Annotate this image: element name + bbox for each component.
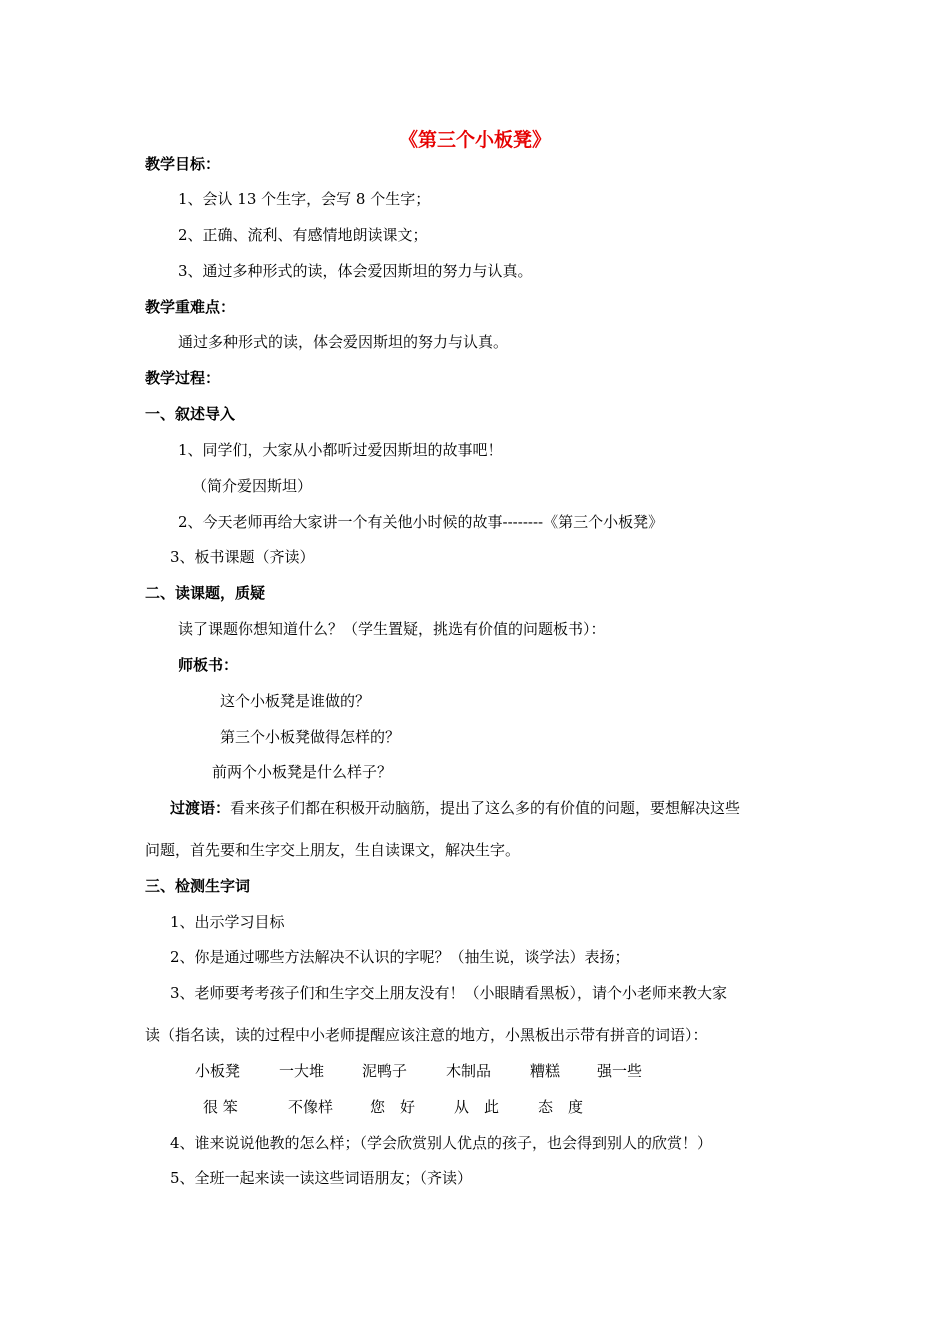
section3-item-3-line-1: 3、老师要考考孩子们和生字交上朋友没有！（小眼睛看黑板），请个小老师来教大家: [170, 984, 728, 1002]
section3-item-4: 4、谁来说说他教的怎么样；（学会欣赏别人优点的孩子，也会得到别人的欣赏！）: [170, 1134, 713, 1152]
section3-item-3-line-2: 读（指名读，读的过程中小老师提醒应该注意的地方，小黑板出示带有拼音的词语）：: [145, 1026, 708, 1044]
section1-item-1: 1、同学们，大家从小都听过爱因斯坦的故事吧！: [178, 441, 503, 459]
keypoints-text: 通过多种形式的读，体会爱因斯坦的努力与认真。: [178, 333, 509, 351]
board-item-1: 这个小板凳是谁做的？: [220, 692, 371, 710]
objective-item-3: 3、通过多种形式的读，体会爱因斯坦的努力与认真。: [178, 262, 533, 280]
transition-paragraph: [170, 798, 740, 818]
document-title: 《第三个小板凳》: [398, 129, 551, 151]
transition-line-2: 问题，首先要和生字交上朋友，生自读课文，解决生字。: [145, 841, 521, 859]
section1-heading: 一、叙述导入: [145, 405, 236, 423]
word-row-2-w1: 很 笨: [203, 1098, 238, 1116]
transition-label: 过渡语：: [170, 799, 231, 817]
word-row-2-w2: 不像样: [288, 1098, 334, 1116]
section2-question: 读了课题你想知道什么？（学生置疑，挑选有价值的问题板书）：: [178, 620, 606, 638]
objective-item-1: 1、会认 13 个生字，会写 8 个生字；: [178, 190, 431, 208]
word-row-2-w4: 从 此: [454, 1098, 500, 1116]
section3-item-1: 1、出示学习目标: [170, 913, 285, 931]
objectives-heading: 教学目标：: [145, 155, 221, 173]
word-row-1-w4: 木制品: [446, 1062, 492, 1080]
transition-line-1: 看来孩子们都在积极开动脑筋，提出了这么多的有价值的问题，要想解决这些: [230, 799, 741, 817]
section3-item-5: 5、全班一起来读一读这些词语朋友；（齐读）: [170, 1169, 473, 1187]
word-row-2-w5: 态 度: [538, 1098, 584, 1116]
board-item-3: 前两个小板凳是什么样子？: [212, 763, 393, 781]
word-row-1-w6: 强一些: [597, 1062, 643, 1080]
word-row-1-w1: 小板凳: [195, 1062, 241, 1080]
section3-heading: 三、检测生字词: [145, 877, 251, 895]
process-heading: 教学过程：: [145, 369, 221, 387]
section1-item-2: 2、今天老师再给大家讲一个有关他小时候的故事--------《第三个小板凳》: [178, 513, 664, 531]
section3-item-2: 2、你是通过哪些方法解决不认识的字呢？（抽生说，谈学法）表扬；: [170, 948, 630, 966]
section1-note: （简介爱因斯坦）: [192, 477, 313, 495]
word-row-1-w5: 糟糕: [530, 1062, 561, 1080]
board-item-2: 第三个小板凳做得怎样的？: [220, 728, 401, 746]
board-label: 师板书：: [178, 656, 239, 674]
word-row-1-w3: 泥鸭子: [362, 1062, 408, 1080]
keypoints-heading: 教学重难点：: [145, 298, 236, 316]
word-row-1-w2: 一大堆: [279, 1062, 325, 1080]
objective-item-2: 2、正确、流利、有感情地朗读课文；: [178, 226, 428, 244]
section1-item-3: 3、板书课题（齐读）: [170, 548, 315, 566]
word-row-2-w3: 您 好: [370, 1098, 416, 1116]
section2-heading: 二、读课题，质疑: [145, 584, 266, 602]
